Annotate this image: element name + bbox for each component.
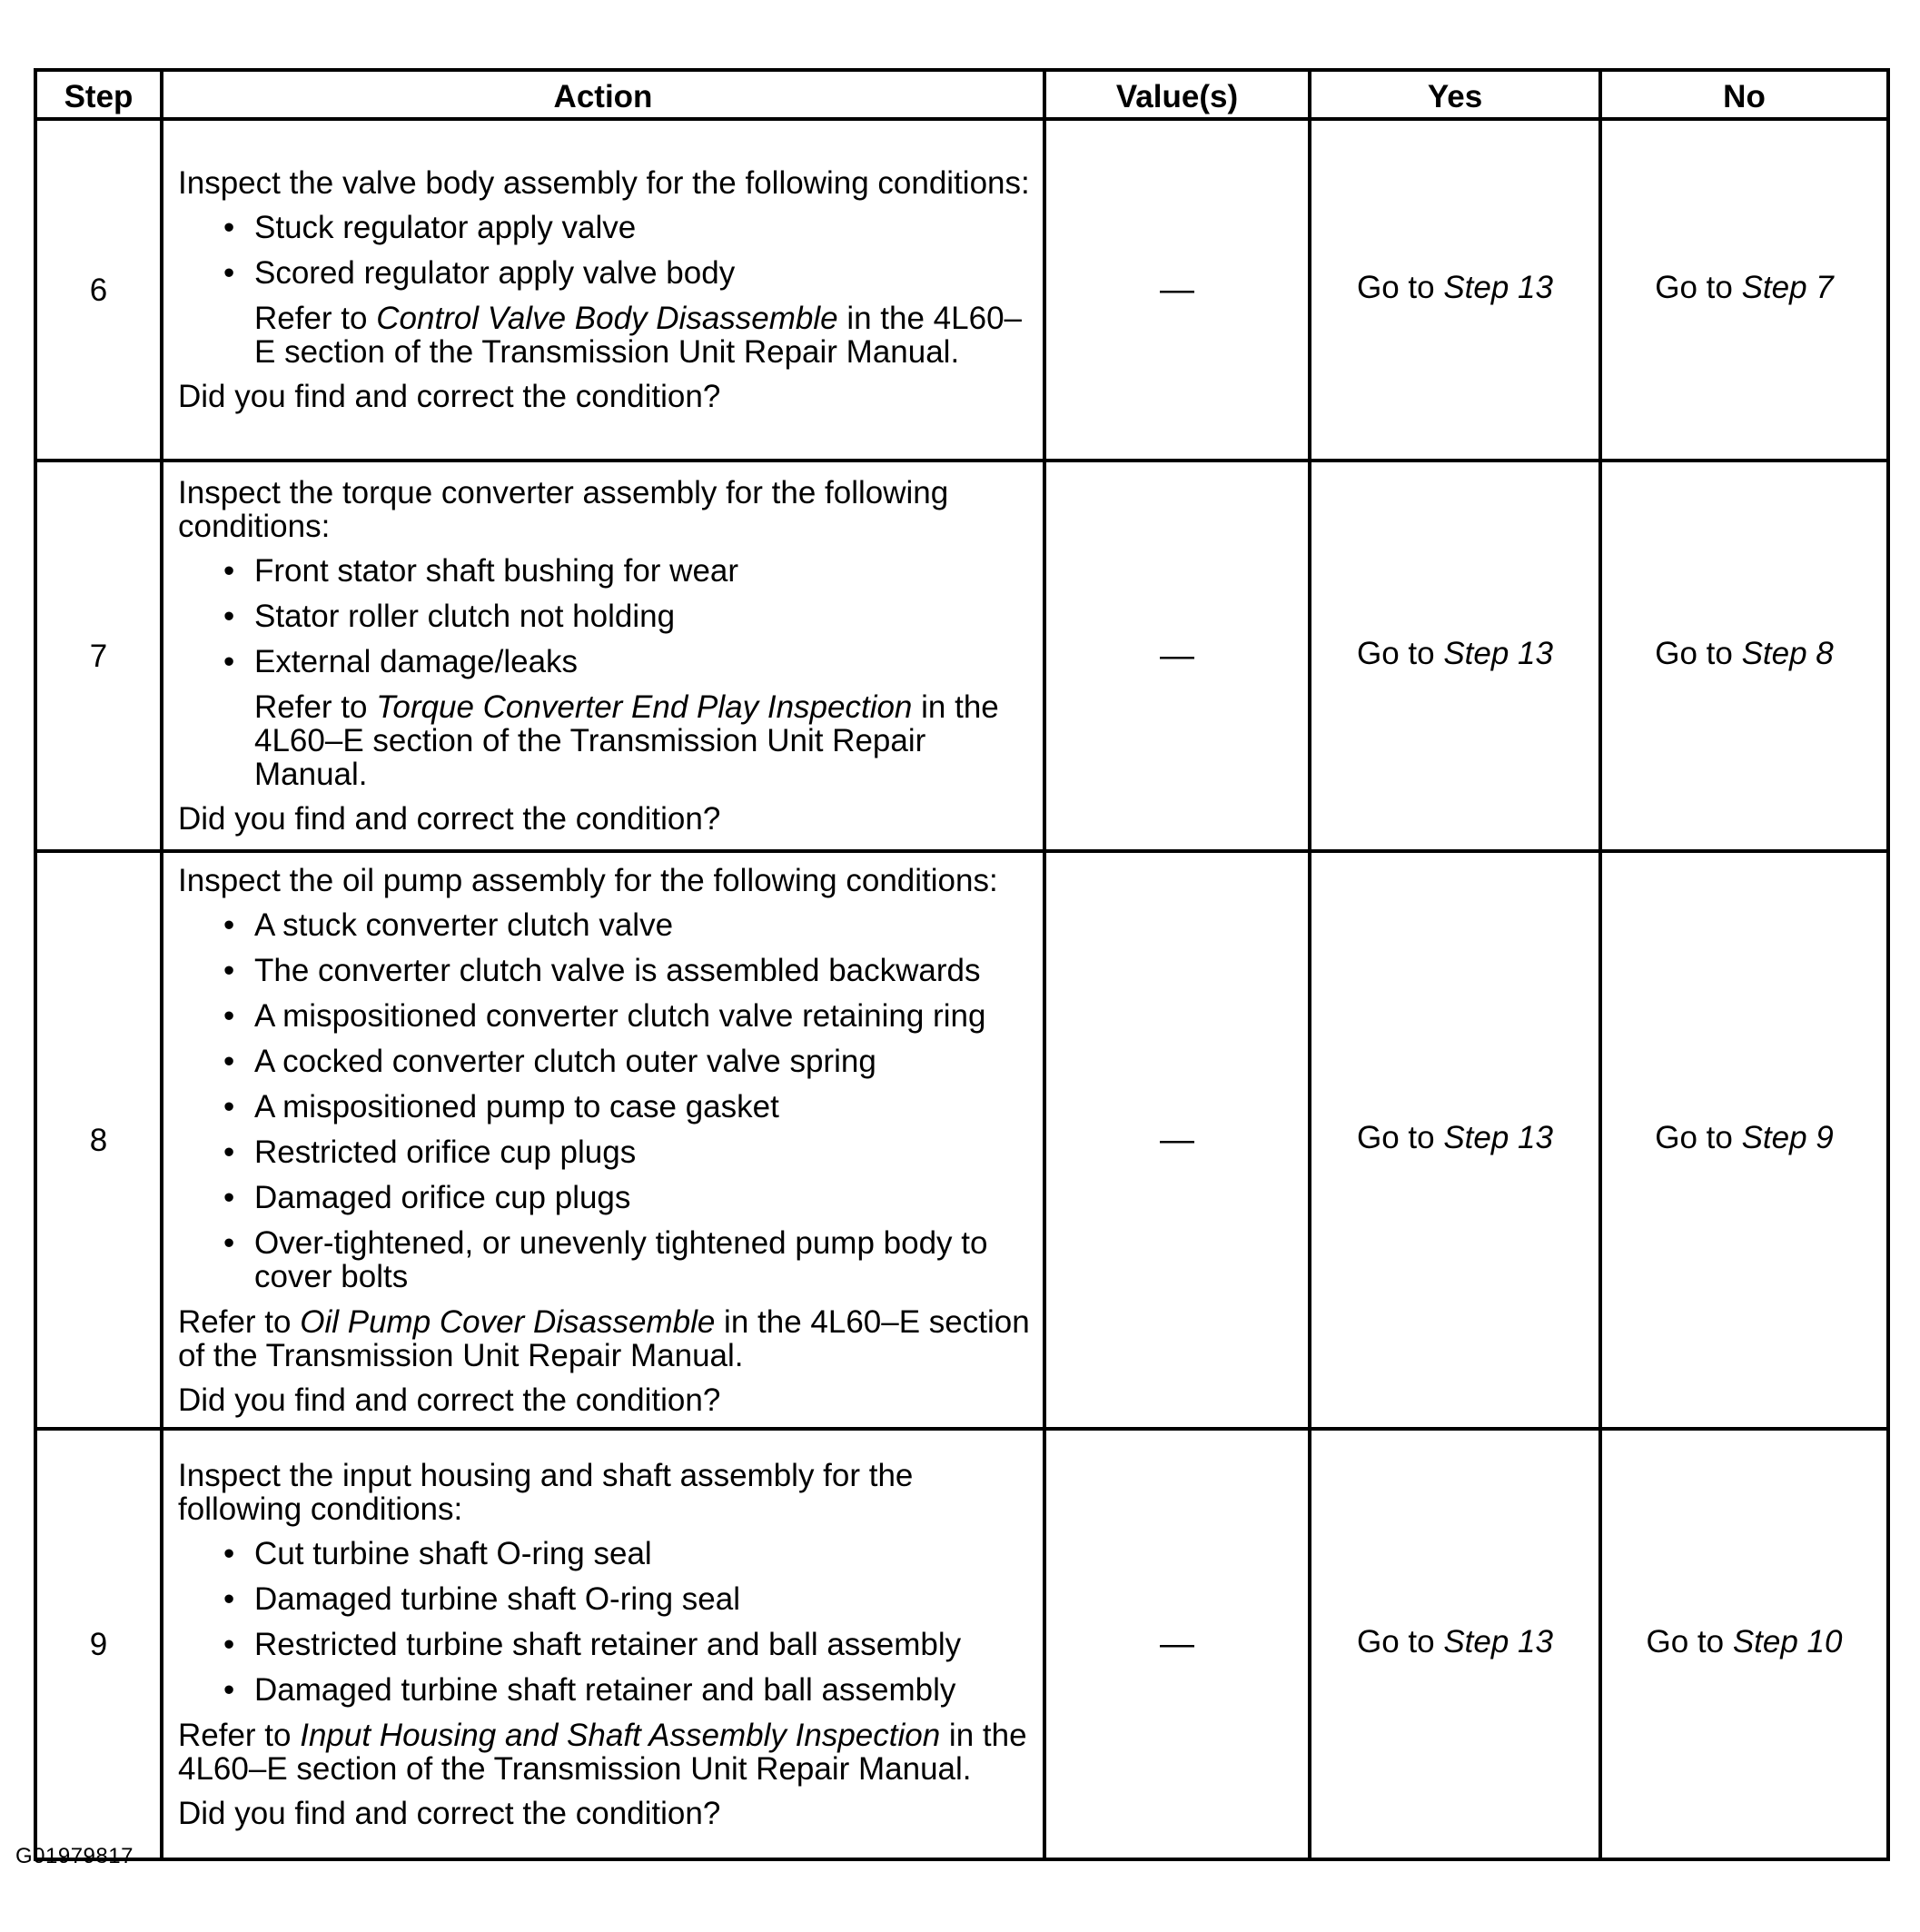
manual-reference — [178, 690, 1030, 791]
yes-prefix: Go to — [1357, 270, 1444, 305]
step-number: 8 — [35, 851, 162, 1429]
action-intro: Inspect the torque converter assembly for the following conditions: — [178, 475, 949, 544]
action-cell — [162, 461, 1044, 851]
reference-suffix: in the 4L60–E section of the Transmission Unit Repair Manual. — [178, 1303, 1030, 1373]
manual-reference — [178, 1719, 1030, 1786]
yes-step-link: Step 13 — [1443, 1624, 1553, 1660]
yes-prefix: Go to — [1357, 1624, 1444, 1660]
action-intro: Inspect the valve body assembly for the following conditions: — [178, 165, 1030, 201]
figure-code: G01979817 — [15, 1844, 134, 1868]
reference-prefix: Refer to — [254, 689, 377, 725]
header-values: Value(s) — [1044, 70, 1310, 119]
reference-title: Control Valve Body Disassemble — [376, 301, 838, 336]
reference-prefix: Refer to — [178, 1717, 301, 1753]
value-cell: — — [1044, 461, 1310, 851]
reference-title: Oil Pump Cover Disassemble — [300, 1303, 716, 1340]
action-cell — [162, 119, 1044, 461]
value-cell: — — [1044, 1429, 1310, 1859]
list-item: • A stuck converter clutch valve — [223, 908, 1030, 942]
list-item: • A cocked converter clutch outer valve spring — [223, 1045, 1030, 1078]
value-cell: — — [1044, 851, 1310, 1429]
yes-prefix: Go to — [1357, 636, 1444, 671]
action-question: Did you find and correct the condition? — [178, 1795, 721, 1831]
no-prefix: Go to — [1655, 1120, 1742, 1155]
yes-cell — [1310, 119, 1600, 461]
list-item: • Stator roller clutch not holding — [223, 599, 1030, 633]
yes-cell — [1310, 851, 1600, 1429]
list-item: • Damaged turbine shaft O-ring seal — [223, 1582, 1030, 1616]
yes-step-link: Step 13 — [1443, 270, 1553, 305]
step-number: 9 — [35, 1429, 162, 1859]
condition-list — [178, 1537, 1030, 1707]
action-question: Did you find and correct the condition? — [178, 379, 721, 414]
condition-list — [178, 211, 1030, 290]
list-item: • Over-tightened, or unevenly tightened pump body to cover bolts — [223, 1226, 1030, 1293]
list-item: • Damaged turbine shaft retainer and ball assembly — [223, 1673, 1030, 1707]
no-step-link: Step 7 — [1741, 270, 1834, 305]
action-question: Did you find and correct the condition? — [178, 801, 721, 837]
yes-step-link: Step 13 — [1443, 1120, 1553, 1155]
no-step-link: Step 9 — [1741, 1120, 1834, 1155]
yes-cell — [1310, 461, 1600, 851]
action-question: Did you find and correct the condition? — [178, 1382, 721, 1418]
no-cell — [1600, 119, 1888, 461]
header-step: Step — [35, 70, 162, 119]
header-row — [35, 70, 1888, 119]
action-intro: Inspect the input housing and shaft assembly for the following conditions: — [178, 1457, 914, 1527]
list-item: • A mispositioned pump to case gasket — [223, 1090, 1030, 1124]
table-row — [35, 461, 1888, 851]
list-item: • Cut turbine shaft O-ring seal — [223, 1537, 1030, 1570]
list-item: • Front stator shaft bushing for wear — [223, 554, 1030, 588]
header-action: Action — [162, 70, 1044, 119]
list-item: • Damaged orifice cup plugs — [223, 1181, 1030, 1214]
table-row — [35, 851, 1888, 1429]
list-item: • External damage/leaks — [223, 645, 1030, 679]
condition-list — [178, 554, 1030, 679]
yes-cell — [1310, 1429, 1600, 1859]
table-row — [35, 119, 1888, 461]
reference-title: Input Housing and Shaft Assembly Inspection — [300, 1717, 941, 1753]
step-number: 7 — [35, 461, 162, 851]
reference-suffix: in the 4L60–E section of the Transmission Unit Repair Manual. — [178, 1717, 1027, 1787]
condition-list — [178, 908, 1030, 1293]
step-number: 6 — [35, 119, 162, 461]
header-no: No — [1600, 70, 1888, 119]
no-step-link: Step 8 — [1741, 636, 1834, 671]
manual-reference — [178, 302, 1030, 369]
reference-title: Torque Converter End Play Inspection — [376, 689, 913, 725]
yes-prefix: Go to — [1357, 1120, 1444, 1155]
list-item: • Restricted turbine shaft retainer and ball assembly — [223, 1628, 1030, 1661]
reference-prefix: Refer to — [254, 301, 377, 336]
list-item: • The converter clutch valve is assembled backwards — [223, 954, 1030, 987]
reference-suffix: in the 4L60–E section of the Transmission Unit Repair Manual. — [254, 689, 999, 792]
reference-suffix: in the 4L60–E section of the Transmission Unit Repair Manual. — [254, 301, 1023, 370]
list-item: • Scored regulator apply valve body — [223, 256, 1030, 290]
manual-reference — [178, 1305, 1030, 1372]
list-item: • A mispositioned converter clutch valve retaining ring — [223, 999, 1030, 1033]
action-cell — [162, 1429, 1044, 1859]
no-step-link: Step 10 — [1732, 1624, 1843, 1660]
no-prefix: Go to — [1655, 636, 1742, 671]
yes-step-link: Step 13 — [1443, 636, 1553, 671]
no-prefix: Go to — [1646, 1624, 1733, 1660]
no-cell — [1600, 461, 1888, 851]
no-prefix: Go to — [1655, 270, 1742, 305]
action-intro: Inspect the oil pump assembly for the following conditions: — [178, 862, 998, 898]
no-cell — [1600, 1429, 1888, 1859]
list-item: • Stuck regulator apply valve — [223, 211, 1030, 244]
diagnostic-table — [34, 68, 1890, 1861]
table-row — [35, 1429, 1888, 1859]
no-cell — [1600, 851, 1888, 1429]
value-cell: — — [1044, 119, 1310, 461]
action-cell — [162, 851, 1044, 1429]
reference-prefix: Refer to — [178, 1303, 301, 1340]
header-yes: Yes — [1310, 70, 1600, 119]
list-item: • Restricted orifice cup plugs — [223, 1135, 1030, 1169]
